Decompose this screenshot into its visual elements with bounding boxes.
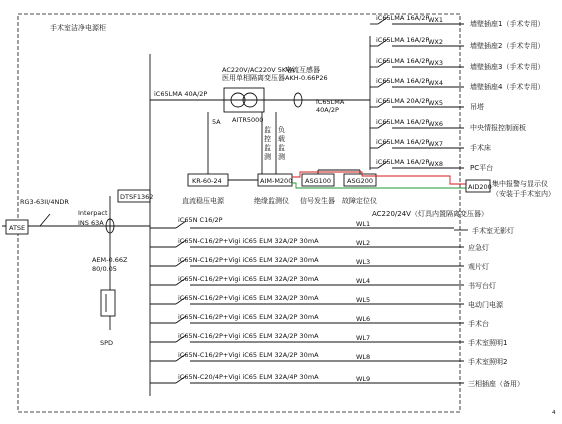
lower-breaker-9: iC65N-C20/4P+Vigi iC65 ELM 32A/4P 30mA — [178, 373, 319, 381]
lower-name-8: 手术室照明2 — [468, 358, 508, 366]
upper-circuits — [370, 14, 544, 172]
lower-circuit-row — [150, 294, 504, 309]
side-label-b2: 载 — [278, 135, 285, 143]
upper-name-8: PC平台 — [470, 164, 494, 172]
spd-module-label: DTSF1362 — [120, 193, 154, 201]
upper-name-6: 中央情报控制面板 — [470, 124, 526, 132]
alarm-display — [466, 179, 555, 198]
side-label-b3: 监 — [278, 144, 285, 152]
lower-breaker-3: iC65N-C16/2P+Vigi iC65 ELM 32A/2P 30mA — [178, 256, 319, 264]
lower-breaker-5: iC65N-C16/2P+Vigi iC65 ELM 32A/2P 30mA — [178, 294, 319, 302]
upper-circuit-row — [370, 77, 544, 91]
ins-label: INS 63A — [78, 219, 104, 227]
lower-code-7: WL7 — [356, 334, 371, 342]
ct-label: 电流互感器 — [285, 66, 320, 74]
meter-ratio-label: 80/0.05 — [92, 265, 117, 273]
module-sig-caption: 信号发生器 — [300, 197, 335, 205]
upper-circuit-row — [370, 14, 544, 28]
spd-box — [101, 290, 115, 316]
upper-code-4: WX4 — [428, 79, 444, 87]
upper-breaker-1: iC65LMA 16A/2P — [376, 14, 430, 22]
upper-circuit-row — [370, 138, 491, 152]
module-psu-model: KR-60-24 — [192, 177, 222, 185]
lower-circuit-row — [150, 237, 489, 252]
ats-label: ATSE — [9, 224, 26, 232]
upper-code-3: WX3 — [428, 59, 444, 67]
upper-breaker-3: iC65LMA 16A/2P — [376, 57, 430, 65]
upper-circuit-row — [370, 158, 493, 172]
upper-breaker-6: iC65LMA 16A/2P — [376, 118, 430, 126]
lower-code-3: WL3 — [356, 258, 371, 266]
upper-code-5: WX5 — [428, 99, 444, 107]
sub-breaker-label-2: 40A/2P — [316, 106, 339, 114]
lower-circuits — [150, 216, 524, 388]
lower-circuit-row — [150, 256, 489, 271]
upper-breaker-4: iC65LMA 16A/2P — [376, 77, 430, 85]
lower-code-9: WL9 — [356, 375, 371, 383]
lower-name-3: 观片灯 — [468, 263, 489, 271]
transformer-section — [150, 36, 370, 174]
spd-label: SPD — [100, 339, 114, 347]
meter-label: AEM-0.66Z — [92, 256, 128, 264]
upper-circuit-row — [370, 36, 544, 50]
shadowless-name: 手术室无影灯 — [472, 227, 514, 235]
module-loc-model: ASG200 — [347, 177, 374, 185]
lower-code-1: WL1 — [356, 220, 371, 228]
incoming-switch — [40, 214, 50, 226]
module-sig-model: ASG100 — [305, 177, 332, 185]
interpact-label: Interpact — [78, 209, 108, 217]
shadowless-transformer-label: AC220/24V（灯具内置隔离变压器） — [372, 210, 488, 218]
transformer-spec-2: 医用单相隔离变压器 — [222, 74, 285, 82]
lower-circuit-row — [150, 373, 524, 388]
modules — [182, 170, 466, 205]
alarm-caption-1: 集中报警与显示仪 — [492, 180, 548, 188]
side-label-a1: 监 — [264, 126, 271, 134]
alarm-caption-2: （安装于手术室内） — [492, 190, 555, 198]
lower-code-2: WL2 — [356, 239, 371, 247]
cabinet-title: 手术室洁净电源柜 — [50, 24, 106, 32]
lower-circuit-row — [150, 351, 507, 366]
upper-circuit-row — [370, 118, 526, 132]
upper-breaker-7: iC65LMA 16A/2P — [376, 138, 430, 146]
upper-code-2: WX2 — [428, 38, 444, 46]
side-label-b4: 测 — [278, 153, 285, 161]
fuse-label: 5A — [212, 118, 221, 126]
ct-model: AKH-0.66P26 — [285, 74, 328, 82]
upper-breaker-5: iC65LMA 20A/2P — [376, 97, 430, 105]
upper-name-4: 墙壁插座4（手术专用） — [470, 83, 545, 91]
lower-circuit-row — [150, 313, 489, 328]
lower-code-8: WL8 — [356, 353, 371, 361]
upper-name-1: 墙壁插座1（手术专用） — [470, 20, 545, 28]
lower-code-6: WL6 — [356, 315, 371, 323]
upper-code-7: WX7 — [428, 140, 444, 148]
upper-name-7: 手术床 — [470, 144, 491, 152]
lower-breaker-8: iC65N-C16/2P+Vigi iC65 ELM 32A/2P 30mA — [178, 351, 319, 359]
side-label-a4: 测 — [264, 153, 271, 161]
lower-name-6: 手术台 — [468, 320, 489, 328]
lower-code-5: WL5 — [356, 296, 371, 304]
side-label-a2: 控 — [264, 135, 271, 143]
lower-breaker-6: iC65N-C16/2P+Vigi iC65 ELM 32A/2P 30mA — [178, 313, 319, 321]
side-label-b1: 负 — [278, 126, 285, 134]
incoming-section — [2, 190, 153, 347]
module-monitor-caption: 绝缘监测仪 — [254, 197, 289, 205]
lower-breaker-7: iC65N-C16/2P+Vigi iC65 ELM 32A/2P 30mA — [178, 332, 319, 340]
upper-breaker-8: iC65LMA 16A/2P — [376, 158, 430, 166]
transformer-spec-1: AC220V/AC220V 5KVA — [222, 66, 295, 74]
upper-code-8: WX8 — [428, 160, 444, 168]
page-number: 4 — [552, 410, 556, 416]
upper-breaker-2: iC65LMA 16A/2P — [376, 36, 430, 44]
lower-name-7: 手术室照明1 — [468, 339, 508, 347]
lower-circuit-row — [150, 332, 507, 347]
upper-circuit-row — [370, 57, 544, 71]
lower-name-5: 电动门电源 — [468, 301, 503, 309]
sub-breaker-label-1: iC65LMA — [316, 98, 345, 106]
side-label-a3: 监 — [264, 144, 271, 152]
upper-name-5: 吊塔 — [470, 103, 484, 111]
upper-code-1: WX1 — [428, 16, 444, 24]
lower-name-2: 应急灯 — [468, 244, 489, 252]
lower-breaker-1: iC65N C16/2P — [178, 216, 223, 224]
upper-circuit-row — [370, 97, 484, 111]
upper-name-3: 墙壁插座3（手术专用） — [470, 63, 545, 71]
transformer-model: AITR5000 — [232, 116, 264, 124]
lower-circuit-row — [150, 275, 496, 290]
lower-name-9: 三相插座（备用） — [468, 380, 524, 388]
module-loc-caption: 故障定位仪 — [342, 197, 377, 205]
lower-breaker-4: iC65N-C16/2P+Vigi iC65 ELM 32A/2P 30mA — [178, 275, 319, 283]
upper-code-6: WX6 — [428, 120, 444, 128]
lower-breaker-2: iC65N-C16/2P+Vigi iC65 ELM 32A/2P 30mA — [178, 237, 319, 245]
lower-name-4: 书写台灯 — [468, 282, 496, 290]
upper-name-2: 墙壁插座2（手术专用） — [470, 42, 545, 50]
main-breaker-label: iC65LMA 40A/2P — [154, 90, 208, 98]
alarm-model: AID200 — [468, 183, 492, 191]
module-monitor-model: AIM-M200 — [260, 177, 293, 185]
incoming-breaker-label: RG3-63II/4NDR — [20, 198, 69, 206]
module-psu-caption: 直流稳压电源 — [182, 197, 224, 205]
lower-code-4: WL4 — [356, 277, 371, 285]
